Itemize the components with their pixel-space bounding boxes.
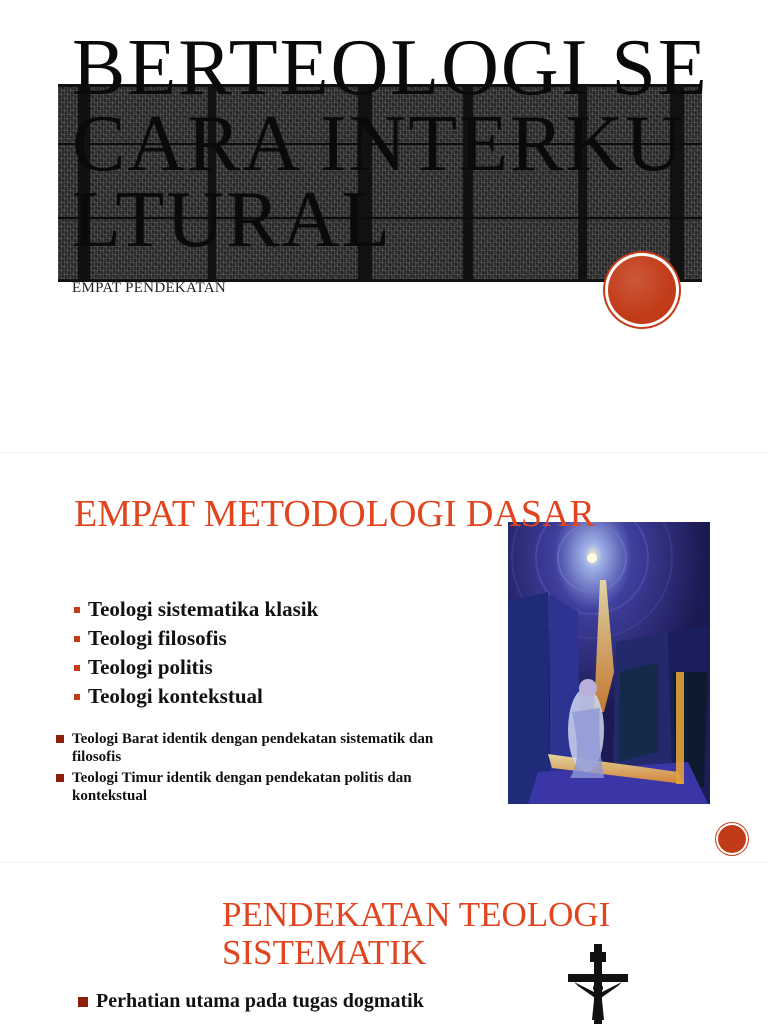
square-bullet-icon — [74, 665, 80, 671]
list-item-text: Teologi kontekstual — [88, 684, 263, 708]
slide-subtitle: EMPAT PENDEKATAN — [72, 280, 227, 296]
slide-divider — [0, 862, 768, 863]
notes-list — [54, 730, 474, 808]
decorative-circle — [718, 825, 746, 853]
square-bullet-icon — [56, 774, 64, 782]
decorative-circle — [608, 256, 676, 324]
section-heading: EMPAT METODOLOGI DASAR — [74, 493, 595, 535]
section-heading: PENDEKATAN TEOLOGI SISTEMATIK — [222, 895, 611, 972]
list-item — [54, 730, 474, 766]
list-item — [74, 653, 318, 682]
list-item-text: Teologi Timur identik dengan pendekatan politis dan kontekstual — [72, 770, 412, 804]
painting-illustration — [508, 522, 710, 804]
list-item-text: Teologi Barat identik dengan pendekatan sistematik dan filosofis — [72, 731, 434, 765]
slide-title: BERTEOLOGI SECARA INTERKULTURAL — [72, 24, 709, 264]
list-item-text: Teologi sistematika klasik — [88, 597, 319, 621]
list-item — [78, 990, 424, 1013]
list-item — [54, 769, 474, 805]
painting-image — [508, 522, 710, 804]
list-item-text: Teologi politis — [88, 655, 213, 679]
square-bullet-icon — [74, 636, 80, 642]
crucifix-icon — [566, 944, 630, 1024]
list-item-text: Teologi filosofis — [88, 626, 227, 650]
square-bullet-icon — [74, 694, 80, 700]
list-item — [74, 624, 318, 653]
square-bullet-icon — [56, 735, 64, 743]
methodology-list — [74, 595, 318, 711]
crucifix-image — [566, 944, 630, 1024]
square-bullet-icon — [74, 607, 80, 613]
list-item-text: Perhatian utama pada tugas dogmatik — [96, 990, 424, 1012]
points-list — [78, 990, 424, 1013]
list-item — [74, 595, 318, 624]
list-item — [74, 682, 318, 711]
square-bullet-icon — [78, 997, 88, 1007]
slide-divider — [0, 452, 768, 453]
